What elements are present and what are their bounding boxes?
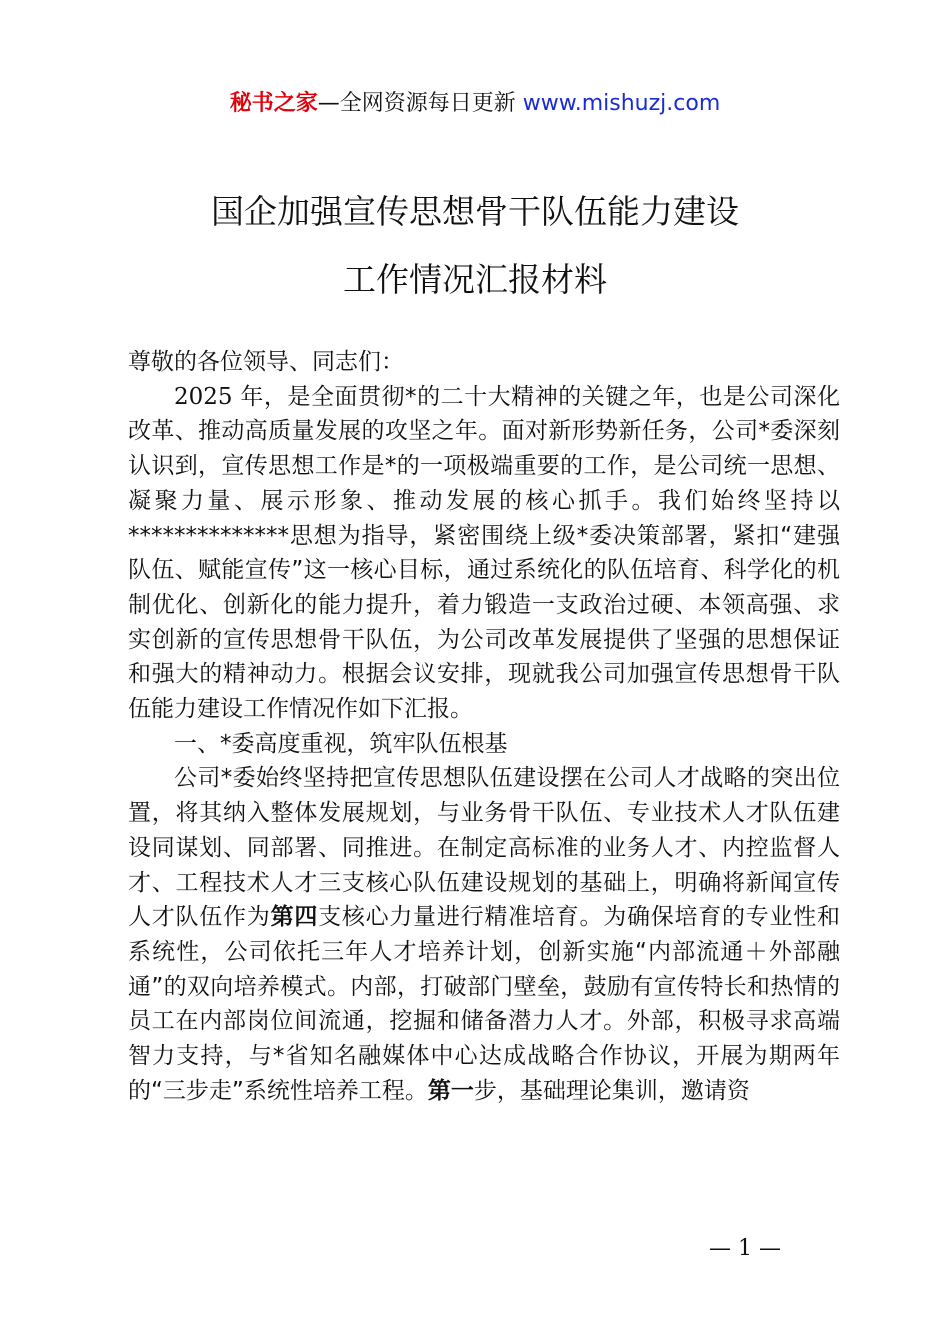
section-1-text-part-1: 公司*委始终坚持把宣传思想队伍建设摆在公司人才战略的突出位置，将其纳入整体发展规划，与业务骨干队伍、专业技术人才队伍建设同谋划、同部署、同推进。在制定高标准的业务人才、内控监督人才、工程技术人才三支核心队伍建设规划的基础上，明确将新闻宣传人才队伍作为 <box>128 765 840 931</box>
section-1-text-part-3: 步，基础理论集训，邀请资 <box>473 1077 750 1104</box>
intro-paragraph <box>128 380 840 727</box>
document-title-line-2: 工作情况汇报材料 <box>343 260 607 299</box>
brand-name: 秘书之家 <box>229 91 318 116</box>
intro-text: 年，是全面贯彻*的二十大精神的关键之年，也是公司深化改革、推动高质量发展的攻坚之年。面对新形势新任务，公司*委深刻认识到，宣传思想工作是*的一项极端重要的工作，是公司统一思想、凝聚力量、展示形象、推动发展的核心抓手。我们始终坚持以**************思想为指导，紧密围绕上级*委决策部署，紧扣“建强队伍、赋能宣传”这一核心目标，通过系统化的队伍培育、科学化的机制优化、创新化的能力提升，着力锻造一支政治过硬、本领高强、求实创新的宣传思想骨干队伍，为公司改革发展提供了坚强的思想保证和强大的精神动力。根据会议安排，现就我公司加强宣传思想骨干队伍能力建设工作情况作如下汇报。 <box>128 383 840 723</box>
header-tagline: —全网资源每日更新 <box>317 91 523 116</box>
salutation: 尊敬的各位领导、同志们： <box>128 349 404 375</box>
section-1-paragraph <box>128 761 840 1108</box>
section-1-heading: 一、*委高度重视，筑牢队伍根基 <box>174 730 508 757</box>
section-1-bold-first: 第一 <box>427 1077 474 1104</box>
intro-year: 2025 <box>174 383 233 410</box>
document-title-line-1: 国企加强宣传思想骨干队伍能力建设 <box>211 192 739 231</box>
page-number: — 1 — <box>709 1236 781 1261</box>
site-header <box>0 88 950 120</box>
section-1-bold-fourth: 第四 <box>270 904 319 931</box>
section-1-text-part-2: 支核心力量进行精准培育。为确保培育的专业性和系统性，公司依托三年人才培养计划，创新实施“内部流通＋外部融通”的双向培养模式。内部，打破部门壁垒，鼓励有宣传特长和热情的员工在内部岗位间流通，挖掘和储备潜力人才。外部，积极寻求高端智力支持，与*省知名融媒体中心达成战略合作协议，开展为期两年的“三步走”系统性培养工程。 <box>128 904 841 1104</box>
site-url-link[interactable]: www.mishuzj.com <box>522 91 721 116</box>
document-body <box>128 345 840 1108</box>
